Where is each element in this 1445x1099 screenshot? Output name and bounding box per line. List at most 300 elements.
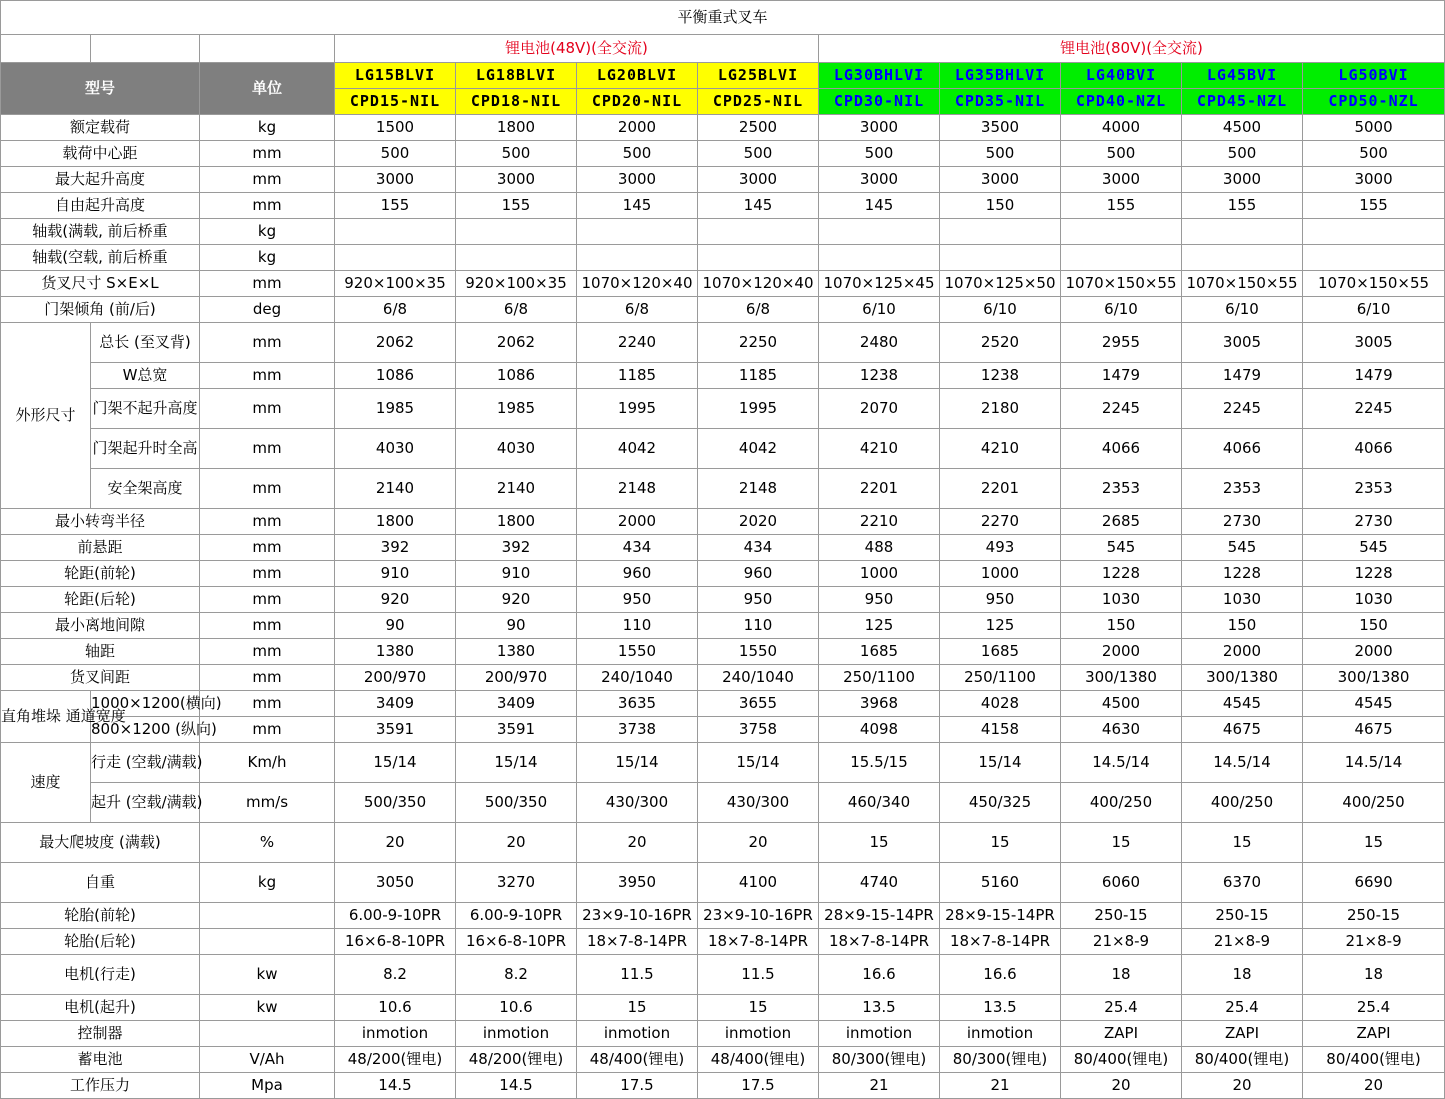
value-cell: 1228 [1061, 561, 1182, 587]
value-cell: 6/10 [1303, 297, 1445, 323]
unit-cell: deg [200, 297, 335, 323]
value-cell: ZAPI [1061, 1021, 1182, 1047]
value-cell: 950 [819, 587, 940, 613]
value-cell [1061, 219, 1182, 245]
model-code: LG20BLVI [577, 63, 698, 89]
value-cell: 500 [1061, 141, 1182, 167]
value-cell: 21 [819, 1073, 940, 1099]
value-cell: 545 [1061, 535, 1182, 561]
value-cell: 3000 [1303, 167, 1445, 193]
value-cell: 920 [335, 587, 456, 613]
row-label: W总宽 [91, 363, 200, 389]
value-cell: 155 [335, 193, 456, 219]
value-cell: 250-15 [1182, 903, 1303, 929]
unit-cell: mm [200, 535, 335, 561]
unit-cell: % [200, 823, 335, 863]
value-cell: 1070×150×55 [1182, 271, 1303, 297]
row-label: 工作压力 [1, 1073, 200, 1099]
value-cell: 1685 [940, 639, 1061, 665]
value-cell: 4066 [1303, 429, 1445, 469]
value-cell: 2000 [577, 115, 698, 141]
value-cell: 125 [940, 613, 1061, 639]
value-cell: 3000 [456, 167, 577, 193]
row-label: 前悬距 [1, 535, 200, 561]
value-cell: 545 [1182, 535, 1303, 561]
value-cell [940, 219, 1061, 245]
value-cell: 15/14 [940, 743, 1061, 783]
value-cell: 2730 [1182, 509, 1303, 535]
value-cell: 1000 [940, 561, 1061, 587]
model-code: LG35BHLVI [940, 63, 1061, 89]
value-cell: 18×7-8-14PR [819, 929, 940, 955]
value-cell: 20 [456, 823, 577, 863]
value-cell: 2062 [335, 323, 456, 363]
value-cell: 2201 [940, 469, 1061, 509]
value-cell: 950 [698, 587, 819, 613]
value-cell: 2180 [940, 389, 1061, 429]
value-cell: 15 [1061, 823, 1182, 863]
value-cell: 1185 [577, 363, 698, 389]
value-cell: 500/350 [456, 783, 577, 823]
unit-cell: mm [200, 561, 335, 587]
value-cell: 430/300 [577, 783, 698, 823]
value-cell: 500 [335, 141, 456, 167]
model-code: LG15BLVI [335, 63, 456, 89]
value-cell: 6/10 [1061, 297, 1182, 323]
row-label: 行走 (空载/满载) [91, 743, 200, 783]
value-cell: 2000 [1182, 639, 1303, 665]
value-cell: 90 [335, 613, 456, 639]
model-code: CPD20-NIL [577, 89, 698, 115]
row-label: 最大爬坡度 (满载) [1, 823, 200, 863]
unit-cell [200, 929, 335, 955]
value-cell: 145 [698, 193, 819, 219]
value-cell: 6060 [1061, 863, 1182, 903]
value-cell: 20 [1303, 1073, 1445, 1099]
value-cell: 392 [335, 535, 456, 561]
value-cell: 500 [456, 141, 577, 167]
unit-cell: Km/h [200, 743, 335, 783]
value-cell: 1380 [335, 639, 456, 665]
unit-cell [200, 903, 335, 929]
value-cell: 15/14 [456, 743, 577, 783]
value-cell: 3635 [577, 691, 698, 717]
value-cell: 3758 [698, 717, 819, 743]
unit-cell: kw [200, 955, 335, 995]
value-cell: 25.4 [1182, 995, 1303, 1021]
row-label: 1000×1200(横向) [91, 691, 200, 717]
row-label: 自重 [1, 863, 200, 903]
value-cell: 18 [1182, 955, 1303, 995]
value-cell: 80/400(锂电) [1061, 1047, 1182, 1073]
value-cell: 1086 [456, 363, 577, 389]
row-label: 轮距(后轮) [1, 587, 200, 613]
value-cell: 3005 [1303, 323, 1445, 363]
group-header-80v: 锂电池(80V)(全交流) [819, 35, 1445, 63]
value-cell: 8.2 [456, 955, 577, 995]
value-cell [698, 219, 819, 245]
unit-cell: mm [200, 469, 335, 509]
value-cell: 4100 [698, 863, 819, 903]
value-cell: 1070×125×50 [940, 271, 1061, 297]
value-cell: 400/250 [1303, 783, 1445, 823]
value-cell: 6/8 [335, 297, 456, 323]
value-cell: 2140 [456, 469, 577, 509]
value-cell: 23×9-10-16PR [577, 903, 698, 929]
value-cell: 48/400(锂电) [698, 1047, 819, 1073]
value-cell: 6/8 [698, 297, 819, 323]
value-cell: 1185 [698, 363, 819, 389]
value-cell: 18 [1061, 955, 1182, 995]
row-label: 自由起升高度 [1, 193, 200, 219]
value-cell: 1228 [1182, 561, 1303, 587]
unit-cell: mm [200, 389, 335, 429]
value-cell [456, 219, 577, 245]
row-label: 800×1200 (纵向) [91, 717, 200, 743]
value-cell: 6/8 [456, 297, 577, 323]
value-cell: 960 [577, 561, 698, 587]
value-cell [456, 245, 577, 271]
value-cell: 8.2 [335, 955, 456, 995]
model-code: CPD45-NZL [1182, 89, 1303, 115]
value-cell: 20 [335, 823, 456, 863]
value-cell: 3000 [1182, 167, 1303, 193]
value-cell: 1070×150×55 [1303, 271, 1445, 297]
row-label: 电机(行走) [1, 955, 200, 995]
value-cell: 200/970 [335, 665, 456, 691]
model-code: LG40BVI [1061, 63, 1182, 89]
value-cell: 80/300(锂电) [819, 1047, 940, 1073]
value-cell [335, 219, 456, 245]
value-cell: 4028 [940, 691, 1061, 717]
value-cell: 2500 [698, 115, 819, 141]
value-cell: 3000 [577, 167, 698, 193]
value-cell: 2245 [1061, 389, 1182, 429]
value-cell: 400/250 [1182, 783, 1303, 823]
value-cell: 2520 [940, 323, 1061, 363]
value-cell: 250-15 [1061, 903, 1182, 929]
value-cell: 2000 [1303, 639, 1445, 665]
value-cell: 21×8-9 [1182, 929, 1303, 955]
value-cell: 1985 [456, 389, 577, 429]
value-cell: 4030 [335, 429, 456, 469]
value-cell: 3950 [577, 863, 698, 903]
value-cell: 18×7-8-14PR [577, 929, 698, 955]
unit-cell: kg [200, 245, 335, 271]
value-cell: 3409 [335, 691, 456, 717]
value-cell: 6/10 [940, 297, 1061, 323]
value-cell: 18×7-8-14PR [698, 929, 819, 955]
unit-cell: mm [200, 509, 335, 535]
value-cell: 500 [940, 141, 1061, 167]
value-cell: 1228 [1303, 561, 1445, 587]
value-cell: 950 [940, 587, 1061, 613]
value-cell: 2062 [456, 323, 577, 363]
row-label: 额定载荷 [1, 115, 200, 141]
value-cell: 155 [456, 193, 577, 219]
value-cell: 2070 [819, 389, 940, 429]
value-cell: 1800 [335, 509, 456, 535]
value-cell: 90 [456, 613, 577, 639]
value-cell: 4545 [1303, 691, 1445, 717]
value-cell: 1070×125×45 [819, 271, 940, 297]
row-label: 门架倾角 (前/后) [1, 297, 200, 323]
value-cell [335, 245, 456, 271]
value-cell: 4066 [1061, 429, 1182, 469]
model-code: LG18BLVI [456, 63, 577, 89]
sheet-title: 平衡重式叉车 [1, 1, 1445, 35]
model-code: CPD50-NZL [1303, 89, 1445, 115]
value-cell: 1000 [819, 561, 940, 587]
value-cell: 250-15 [1303, 903, 1445, 929]
value-cell: 21×8-9 [1061, 929, 1182, 955]
value-cell: 1479 [1303, 363, 1445, 389]
value-cell: 14.5/14 [1182, 743, 1303, 783]
model-code: CPD25-NIL [698, 89, 819, 115]
value-cell: 28×9-15-14PR [819, 903, 940, 929]
value-cell: 15/14 [698, 743, 819, 783]
row-label: 总长 (至叉背) [91, 323, 200, 363]
value-cell [1182, 219, 1303, 245]
value-cell: 3000 [698, 167, 819, 193]
model-header: 型号 [1, 63, 200, 115]
row-label: 最大起升高度 [1, 167, 200, 193]
value-cell: 80/400(锂电) [1303, 1047, 1445, 1073]
value-cell: 13.5 [819, 995, 940, 1021]
value-cell: 434 [577, 535, 698, 561]
value-cell: 155 [1303, 193, 1445, 219]
value-cell: 3655 [698, 691, 819, 717]
value-cell: 1685 [819, 639, 940, 665]
value-cell: 1238 [940, 363, 1061, 389]
value-cell: 2148 [577, 469, 698, 509]
value-cell: 25.4 [1061, 995, 1182, 1021]
value-cell [940, 245, 1061, 271]
model-code: CPD15-NIL [335, 89, 456, 115]
value-cell: 4740 [819, 863, 940, 903]
blank-cell [91, 35, 200, 63]
value-cell: ZAPI [1303, 1021, 1445, 1047]
row-label: 货叉间距 [1, 665, 200, 691]
value-cell: 500 [698, 141, 819, 167]
row-label: 轴载(空载, 前后桥重 [1, 245, 200, 271]
value-cell: 48/200(锂电) [335, 1047, 456, 1073]
value-cell: 430/300 [698, 783, 819, 823]
value-cell: 3968 [819, 691, 940, 717]
value-cell: 1500 [335, 115, 456, 141]
value-cell: 2140 [335, 469, 456, 509]
value-cell: 2201 [819, 469, 940, 509]
value-cell: 15 [1182, 823, 1303, 863]
unit-cell: mm [200, 323, 335, 363]
value-cell: 3005 [1182, 323, 1303, 363]
blank-cell [1, 35, 91, 63]
value-cell: 48/400(锂电) [577, 1047, 698, 1073]
value-cell: 450/325 [940, 783, 1061, 823]
value-cell: 240/1040 [698, 665, 819, 691]
model-code: LG45BVI [1182, 63, 1303, 89]
value-cell: 6/10 [819, 297, 940, 323]
value-cell: 6.00-9-10PR [456, 903, 577, 929]
value-cell: 2270 [940, 509, 1061, 535]
value-cell: 1030 [1182, 587, 1303, 613]
value-cell: 150 [1182, 613, 1303, 639]
row-label: 蓄电池 [1, 1047, 200, 1073]
value-cell [1182, 245, 1303, 271]
value-cell: 145 [577, 193, 698, 219]
value-cell: 4042 [698, 429, 819, 469]
value-cell: 2148 [698, 469, 819, 509]
value-cell: 2685 [1061, 509, 1182, 535]
value-cell: 145 [819, 193, 940, 219]
value-cell: 17.5 [698, 1073, 819, 1099]
value-cell: 2240 [577, 323, 698, 363]
value-cell: 3050 [335, 863, 456, 903]
value-cell: 910 [335, 561, 456, 587]
value-cell: 23×9-10-16PR [698, 903, 819, 929]
value-cell: 80/300(锂电) [940, 1047, 1061, 1073]
value-cell: 1030 [1303, 587, 1445, 613]
value-cell: 4675 [1303, 717, 1445, 743]
unit-cell: mm [200, 613, 335, 639]
value-cell: 110 [698, 613, 819, 639]
value-cell: 6370 [1182, 863, 1303, 903]
value-cell: 14.5/14 [1303, 743, 1445, 783]
value-cell: 3000 [1061, 167, 1182, 193]
value-cell: 4500 [1182, 115, 1303, 141]
value-cell: 3000 [940, 167, 1061, 193]
value-cell: 16.6 [819, 955, 940, 995]
row-label: 门架不起升高度 [91, 389, 200, 429]
value-cell: 4545 [1182, 691, 1303, 717]
value-cell: 2353 [1182, 469, 1303, 509]
value-cell: 4630 [1061, 717, 1182, 743]
row-label: 轴距 [1, 639, 200, 665]
value-cell: 3500 [940, 115, 1061, 141]
value-cell: 18 [1303, 955, 1445, 995]
value-cell: 2353 [1061, 469, 1182, 509]
value-cell: 16.6 [940, 955, 1061, 995]
value-cell: inmotion [940, 1021, 1061, 1047]
value-cell: 17.5 [577, 1073, 698, 1099]
unit-cell: Mpa [200, 1073, 335, 1099]
value-cell: 15 [819, 823, 940, 863]
value-cell: 250/1100 [940, 665, 1061, 691]
value-cell [819, 245, 940, 271]
value-cell: 920×100×35 [335, 271, 456, 297]
value-cell: 3738 [577, 717, 698, 743]
value-cell: 1479 [1182, 363, 1303, 389]
value-cell: 1800 [456, 509, 577, 535]
row-label: 轮胎(后轮) [1, 929, 200, 955]
value-cell: 13.5 [940, 995, 1061, 1021]
value-cell: 392 [456, 535, 577, 561]
value-cell: 2955 [1061, 323, 1182, 363]
value-cell: 155 [1182, 193, 1303, 219]
unit-cell: kg [200, 219, 335, 245]
value-cell: 400/250 [1061, 783, 1182, 823]
value-cell: 4066 [1182, 429, 1303, 469]
value-cell: inmotion [335, 1021, 456, 1047]
value-cell: 150 [1061, 613, 1182, 639]
value-cell: inmotion [456, 1021, 577, 1047]
value-cell: 3591 [335, 717, 456, 743]
row-label: 轴载(满载, 前后桥重 [1, 219, 200, 245]
value-cell: 3591 [456, 717, 577, 743]
value-cell: 150 [1303, 613, 1445, 639]
value-cell: 80/400(锂电) [1182, 1047, 1303, 1073]
value-cell [577, 245, 698, 271]
unit-cell: mm [200, 429, 335, 469]
value-cell: 910 [456, 561, 577, 587]
value-cell: 2020 [698, 509, 819, 535]
value-cell: ZAPI [1182, 1021, 1303, 1047]
value-cell: 6/10 [1182, 297, 1303, 323]
value-cell: 15 [577, 995, 698, 1021]
unit-cell: mm [200, 363, 335, 389]
value-cell: 960 [698, 561, 819, 587]
value-cell: 240/1040 [577, 665, 698, 691]
row-label: 载荷中心距 [1, 141, 200, 167]
value-cell: 14.5 [335, 1073, 456, 1099]
value-cell: 15 [940, 823, 1061, 863]
value-cell: 18×7-8-14PR [940, 929, 1061, 955]
value-cell: inmotion [819, 1021, 940, 1047]
value-cell: 21 [940, 1073, 1061, 1099]
model-code: CPD18-NIL [456, 89, 577, 115]
value-cell: 155 [1061, 193, 1182, 219]
value-cell: 11.5 [577, 955, 698, 995]
model-code: CPD30-NIL [819, 89, 940, 115]
value-cell: 500 [1303, 141, 1445, 167]
value-cell: 950 [577, 587, 698, 613]
value-cell: 300/1380 [1303, 665, 1445, 691]
row-label: 轮胎(前轮) [1, 903, 200, 929]
row-label: 门架起升时全高 [91, 429, 200, 469]
value-cell: 1086 [335, 363, 456, 389]
value-cell: 545 [1303, 535, 1445, 561]
value-cell: 10.6 [335, 995, 456, 1021]
unit-cell: mm [200, 167, 335, 193]
unit-cell: mm [200, 587, 335, 613]
value-cell: 3000 [335, 167, 456, 193]
value-cell: 11.5 [698, 955, 819, 995]
value-cell [1303, 245, 1445, 271]
value-cell: 4675 [1182, 717, 1303, 743]
value-cell: 1030 [1061, 587, 1182, 613]
group-header-48v: 锂电池(48V)(全交流) [335, 35, 819, 63]
value-cell: 3409 [456, 691, 577, 717]
row-label: 轮距(前轮) [1, 561, 200, 587]
unit-cell: mm [200, 717, 335, 743]
value-cell: 16×6-8-10PR [335, 929, 456, 955]
value-cell: 2730 [1303, 509, 1445, 535]
value-cell: 4042 [577, 429, 698, 469]
value-cell: 250/1100 [819, 665, 940, 691]
value-cell: 4158 [940, 717, 1061, 743]
model-code: LG30BHLVI [819, 63, 940, 89]
unit-cell: mm [200, 665, 335, 691]
value-cell: 1479 [1061, 363, 1182, 389]
value-cell: 10.6 [456, 995, 577, 1021]
value-cell: inmotion [698, 1021, 819, 1047]
value-cell: 15 [1303, 823, 1445, 863]
unit-cell: kg [200, 115, 335, 141]
value-cell: 6690 [1303, 863, 1445, 903]
model-code: CPD35-NIL [940, 89, 1061, 115]
value-cell: 125 [819, 613, 940, 639]
unit-cell: kg [200, 863, 335, 903]
